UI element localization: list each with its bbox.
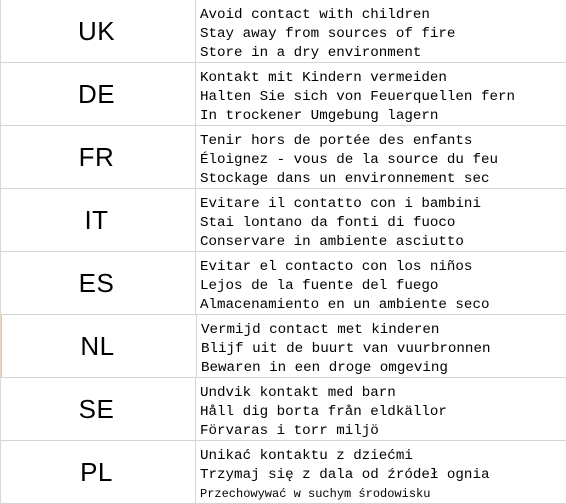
language-code-cell <box>1 189 196 251</box>
language-row-uk <box>1 0 566 63</box>
warning-text-cell <box>200 132 565 188</box>
language-code: DE <box>77 78 116 109</box>
language-code-cell <box>1 126 196 188</box>
language-row-fr <box>1 126 566 189</box>
language-row-it <box>1 189 566 252</box>
language-code-cell <box>1 63 196 125</box>
warning-line: Conservare in ambiente asciutto <box>200 233 464 250</box>
language-row-se <box>1 378 566 441</box>
warning-line: Przechowywać w suchym środowisku <box>200 486 431 501</box>
warning-line: Evitar el contacto con los niños <box>200 259 473 275</box>
warning-text-cell <box>200 195 565 251</box>
warning-line: Blijf uit de buurt van vuurbronnen <box>201 340 491 357</box>
warning-line: Store in a dry environment <box>200 44 422 61</box>
warning-line: Tenir hors de portée des enfants <box>200 133 473 149</box>
warning-line: Stai lontano da fonti di fuoco <box>200 214 456 231</box>
language-code-cell <box>1 252 196 314</box>
language-code-cell <box>1 0 196 62</box>
language-code-cell <box>1 378 196 440</box>
warning-line: Trzymaj się z dala od źródeł ognia <box>200 466 490 483</box>
language-code: PL <box>80 456 113 487</box>
language-row-nl <box>1 315 566 378</box>
warning-line: Avoid contact with children <box>200 7 430 23</box>
language-row-de <box>1 63 566 126</box>
language-row-es <box>1 252 566 315</box>
warning-line: Vermijd contact met kinderen <box>201 322 440 338</box>
warning-line: Håll dig borta från eldkällor <box>200 403 447 420</box>
warning-line: Almacenamiento en un ambiente seco <box>200 296 490 313</box>
warning-text-cell <box>200 384 565 440</box>
warning-line: Stay away from sources of fire <box>200 25 456 42</box>
language-row-pl <box>1 441 566 504</box>
language-code: ES <box>78 267 115 298</box>
warning-line: Stockage dans un environnement sec <box>200 170 490 187</box>
warning-line: Bewaren in een droge omgeving <box>201 359 448 376</box>
warning-line: Éloignez - vous de la source du feu <box>200 151 498 168</box>
warning-line: Unikać kontaktu z dziećmi <box>200 448 413 464</box>
warning-text-cell <box>200 447 565 503</box>
language-code: NL <box>80 330 115 361</box>
warning-text-cell <box>200 258 565 314</box>
warning-text-cell <box>201 321 566 377</box>
warning-line: Undvik kontakt med barn <box>200 385 396 401</box>
language-code-cell <box>1 441 196 503</box>
language-code: UK <box>77 15 116 46</box>
warning-line: Lejos de la fuente del fuego <box>200 277 439 294</box>
warning-line: Förvaras i torr miljö <box>200 422 379 439</box>
warning-text-cell <box>200 69 565 125</box>
language-code-cell <box>2 315 197 377</box>
warning-line: Evitare il contatto con i bambini <box>200 196 481 212</box>
warning-line: In trockener Umgebung lagern <box>200 107 439 124</box>
language-code: FR <box>78 141 115 172</box>
warning-line: Halten Sie sich von Feuerquellen fern <box>200 88 516 105</box>
language-code: IT <box>84 204 109 235</box>
warning-line: Kontakt mit Kindern vermeiden <box>200 70 447 86</box>
warning-text-cell <box>200 6 565 62</box>
language-code: SE <box>78 393 115 424</box>
